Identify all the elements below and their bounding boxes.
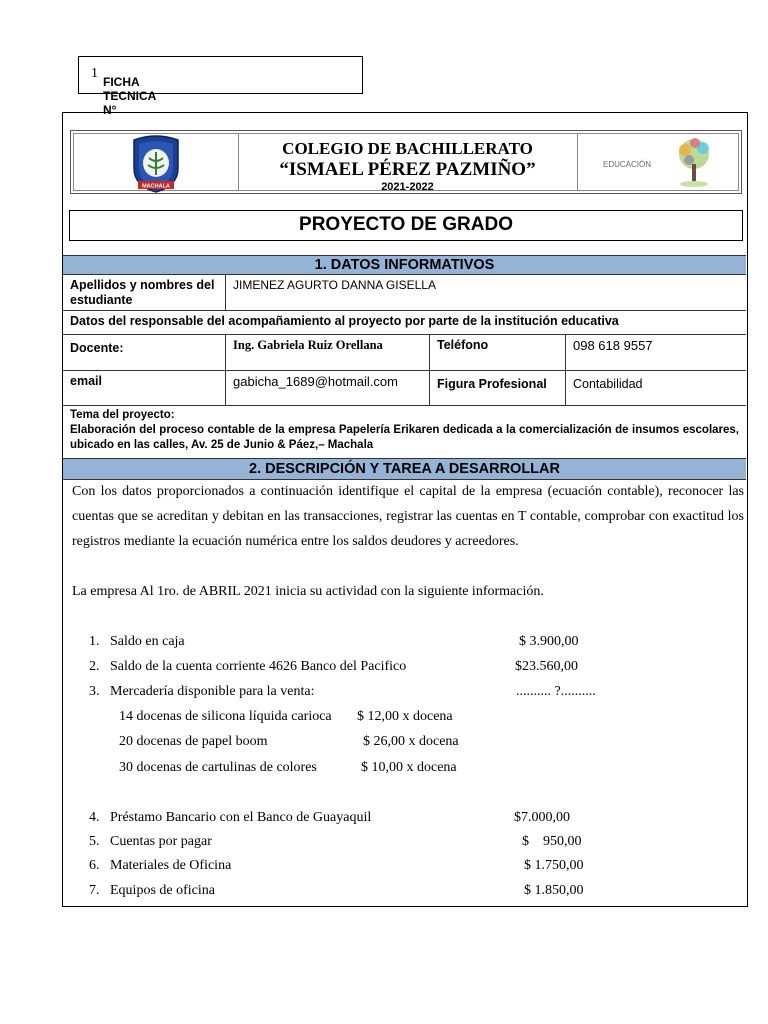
list-item — [89, 858, 231, 874]
tema-row — [63, 406, 746, 458]
item-number: 7. — [89, 883, 100, 898]
subitem-price: $ 10,00 x docena — [361, 760, 457, 775]
subitem-price: $ 12,00 x docena — [357, 709, 453, 724]
item-amount: $ 950,00 — [522, 834, 582, 849]
responsible-text: Datos del responsable del acompañamiento al proyecto por parte de la institución educativa — [70, 314, 619, 328]
list-item — [89, 659, 406, 675]
list-item — [89, 684, 314, 700]
item-amount: $ 3.900,00 — [519, 634, 579, 649]
student-row — [63, 275, 746, 311]
subitem-label: 30 docenas de cartulinas de colores — [119, 760, 317, 775]
docente-row — [63, 335, 746, 371]
tema-value: Elaboración del proceso contable de la empresa Papelería Erikaren dedicada a la comercialización de insumos escolares, ubicado en las calles, Av. 25 de Junio & Páez,– Machala — [70, 424, 739, 451]
school-type: COLEGIO DE BACHILLERATO — [282, 139, 533, 158]
item-number: 6. — [89, 858, 100, 873]
section2-heading: 2. DESCRIPCIÓN Y TAREA A DESARROLLAR — [63, 458, 746, 480]
student-value: JIMENEZ AGURTO DANNA GISELLA — [233, 278, 436, 292]
item-amount: $ 1.750,00 — [524, 858, 584, 873]
item-label: Materiales de Oficina — [110, 858, 232, 873]
item-number: 3. — [89, 684, 100, 699]
instructions-paragraph: Con los datos proporcionados a continuación identifique el capital de la empresa (ecuación contable), reconocer las cuentas que se acreditan y debitan en las transacciones, registrar las cuentas en T contable, comprobar con exactitud los registros mediante la ecuación numérica entre los saldos deudores y acreedores. — [72, 484, 744, 549]
tema-label: Tema del proyecto: — [70, 409, 175, 421]
ficha-number: 1 — [91, 66, 98, 81]
item-amount: $7.000,00 — [514, 810, 570, 825]
school-name-cell — [238, 134, 578, 193]
item-label: Equipos de oficina — [110, 883, 215, 898]
intro-paragraph: La empresa Al 1ro. de ABRIL 2021 inicia su actividad con la siguiente información. — [72, 584, 544, 599]
school-crest-icon — [124, 134, 188, 194]
section1-heading: 1. DATOS INFORMATIVOS — [63, 255, 746, 275]
page-title: PROYECTO DE GRADO — [69, 210, 743, 241]
figura-label: Figura Profesional — [430, 371, 566, 405]
item-amount: $ 1.850,00 — [524, 883, 584, 898]
document-frame — [62, 112, 748, 907]
subitem-price: $ 26,00 x docena — [363, 734, 459, 749]
ficha-label — [91, 66, 156, 117]
email-row — [63, 371, 746, 406]
school-name: “ISMAEL PÉREZ PAZMIÑO” — [279, 159, 536, 180]
ministry-logo-cell — [577, 134, 738, 190]
list-item — [89, 634, 185, 650]
subitem-label: 20 docenas de papel boom — [119, 734, 268, 749]
list-item — [89, 810, 371, 826]
responsible-row — [63, 311, 746, 335]
email-value: gabicha_1689@hotmail.com — [226, 371, 430, 405]
item-number: 4. — [89, 810, 100, 825]
item-number: 5. — [89, 834, 100, 849]
figura-value: Contabilidad — [573, 377, 643, 391]
ficha-label-text: FICHA TECNICA N° — [103, 75, 156, 117]
item-label: Saldo en caja — [110, 634, 185, 649]
item-label: Mercadería disponible para la venta: — [110, 684, 315, 699]
school-logo-cell — [74, 134, 239, 190]
ministry-text: EDUCACIÓN — [603, 160, 652, 169]
item-label: Cuentas por pagar — [110, 834, 212, 849]
tema-cell — [63, 406, 746, 458]
item-number: 1. — [89, 634, 100, 649]
school-header-inner — [73, 133, 739, 191]
item-number: 2. — [89, 659, 100, 674]
telefono-value: 098 618 9557 — [573, 338, 653, 353]
docente-label: Docente: — [63, 335, 226, 370]
subitem-label: 14 docenas de silicona líquida carioca — [119, 709, 332, 724]
list-item — [89, 834, 212, 850]
school-header — [70, 130, 742, 194]
crest-city-text: MACHALA — [142, 183, 170, 190]
item-label: Saldo de la cuenta corriente 4626 Banco del Pacifico — [110, 659, 407, 674]
item-amount: $23.560,00 — [515, 659, 578, 674]
student-label: Apellidos y nombres del estudiante — [63, 275, 226, 310]
ficha-tecnica-box — [78, 56, 363, 117]
item-amount: .......... ?.......... — [516, 684, 596, 699]
email-label: email — [63, 371, 226, 405]
item-label: Préstamo Bancario con el Banco de Guayaquil — [110, 810, 372, 825]
tree-logo-icon — [669, 136, 719, 190]
list-item — [89, 883, 215, 899]
telefono-label: Teléfono — [430, 335, 566, 370]
school-years: 2021-2022 — [381, 181, 434, 193]
docente-value: Ing. Gabriela Ruiz Orellana — [226, 335, 430, 370]
